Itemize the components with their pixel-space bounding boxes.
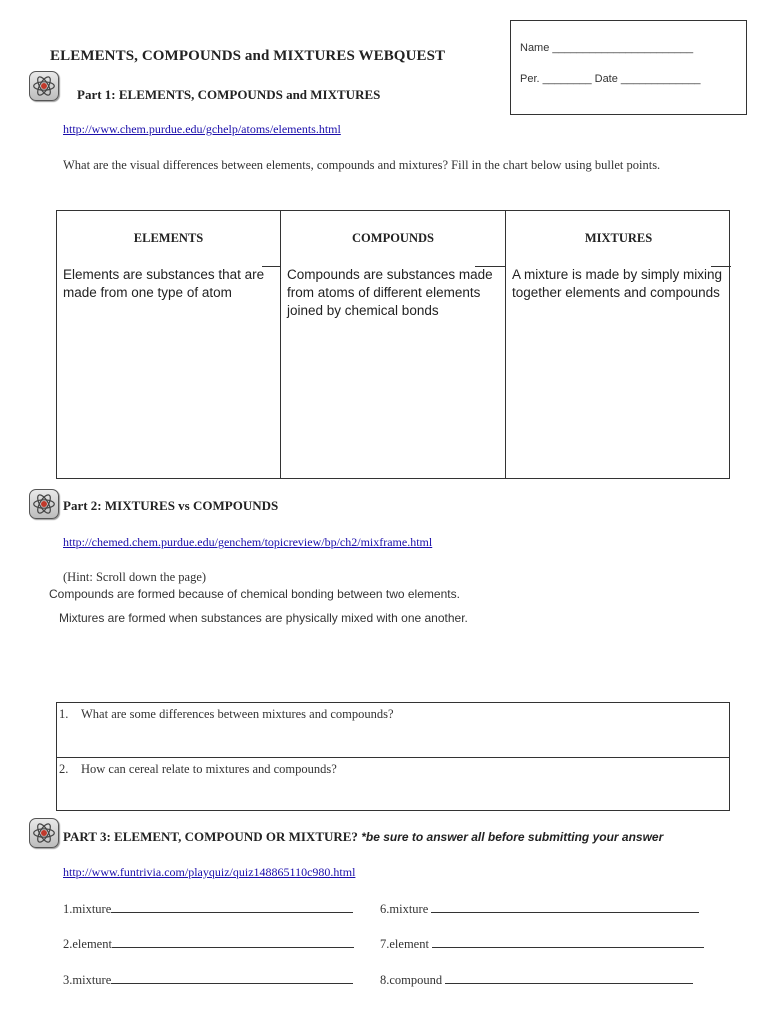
per-date-field[interactable]: Per. ________ Date _____________: [520, 73, 701, 85]
page-title: ELEMENTS, COMPOUNDS and MIXTURES WEBQUEST: [50, 48, 446, 64]
answer-7[interactable]: 7.element: [380, 936, 704, 952]
answer-8[interactable]: 8.compound: [380, 972, 693, 988]
part3-link[interactable]: http://www.funtrivia.com/playquiz/quiz148865110c980.html: [63, 865, 356, 879]
chart-answer-elements[interactable]: Elements are substances that are made from one type of atom: [63, 267, 265, 300]
part3-heading-text: PART 3: ELEMENT, COMPOUND OR MIXTURE?: [63, 829, 358, 844]
part2-answer-1[interactable]: Compounds are formed because of chemical bonding between two elements.: [49, 587, 460, 601]
part2-hint: (Hint: Scroll down the page): [63, 570, 207, 584]
chart-column-mixtures: [506, 211, 731, 478]
comparison-chart: [56, 210, 730, 479]
answer-6[interactable]: 6.mixture: [380, 901, 699, 917]
chart-header-mixtures: MIXTURES: [584, 231, 653, 245]
answer-1[interactable]: 1.mixture: [63, 901, 353, 917]
part3-note: *be sure to answer all before submitting your answer: [361, 830, 664, 844]
chart-answer-mixtures[interactable]: A mixture is made by simply mixing together elements and compounds: [512, 267, 723, 300]
part2-link[interactable]: http://chemed.chem.purdue.edu/genchem/topicreview/bp/ch2/mixframe.html: [63, 535, 433, 549]
answer-3[interactable]: 3.mixture: [63, 972, 353, 988]
question-text: What are some differences between mixtures and compounds?: [81, 707, 394, 721]
question-number: 2.: [59, 762, 69, 776]
answer-2[interactable]: 2.element: [63, 936, 354, 952]
part1-link[interactable]: http://www.chem.purdue.edu/gchelp/atoms/elements.html: [63, 122, 341, 136]
name-box: [510, 20, 747, 115]
chart-header-compounds: COMPOUNDS: [352, 231, 434, 245]
question-text: How can cereal relate to mixtures and compounds?: [81, 762, 337, 776]
chart-column-compounds: [281, 211, 506, 478]
question-number: 1.: [59, 707, 69, 721]
question-row-1[interactable]: [57, 703, 729, 758]
chart-column-elements: [57, 211, 281, 478]
part2-answer-2[interactable]: Mixtures are formed when substances are physically mixed with one another.: [59, 611, 468, 625]
chart-header-elements: ELEMENTS: [133, 231, 204, 245]
question-box: [56, 702, 730, 811]
atom-icon: [29, 818, 59, 848]
part3-heading: [63, 829, 663, 845]
chart-answer-compounds[interactable]: Compounds are substances made from atoms of different elements joined by chemical bonds: [287, 267, 493, 318]
question-row-2[interactable]: [57, 757, 729, 812]
part1-question: What are the visual differences between elements, compounds and mixtures? Fill in the chart below using bullet points.: [63, 158, 661, 172]
name-field[interactable]: Name _______________________: [520, 42, 694, 54]
atom-icon: [29, 71, 59, 101]
part2-heading: Part 2: MIXTURES vs COMPOUNDS: [63, 498, 279, 513]
part1-heading: Part 1: ELEMENTS, COMPOUNDS and MIXTURES: [77, 87, 381, 102]
atom-icon: [29, 489, 59, 519]
